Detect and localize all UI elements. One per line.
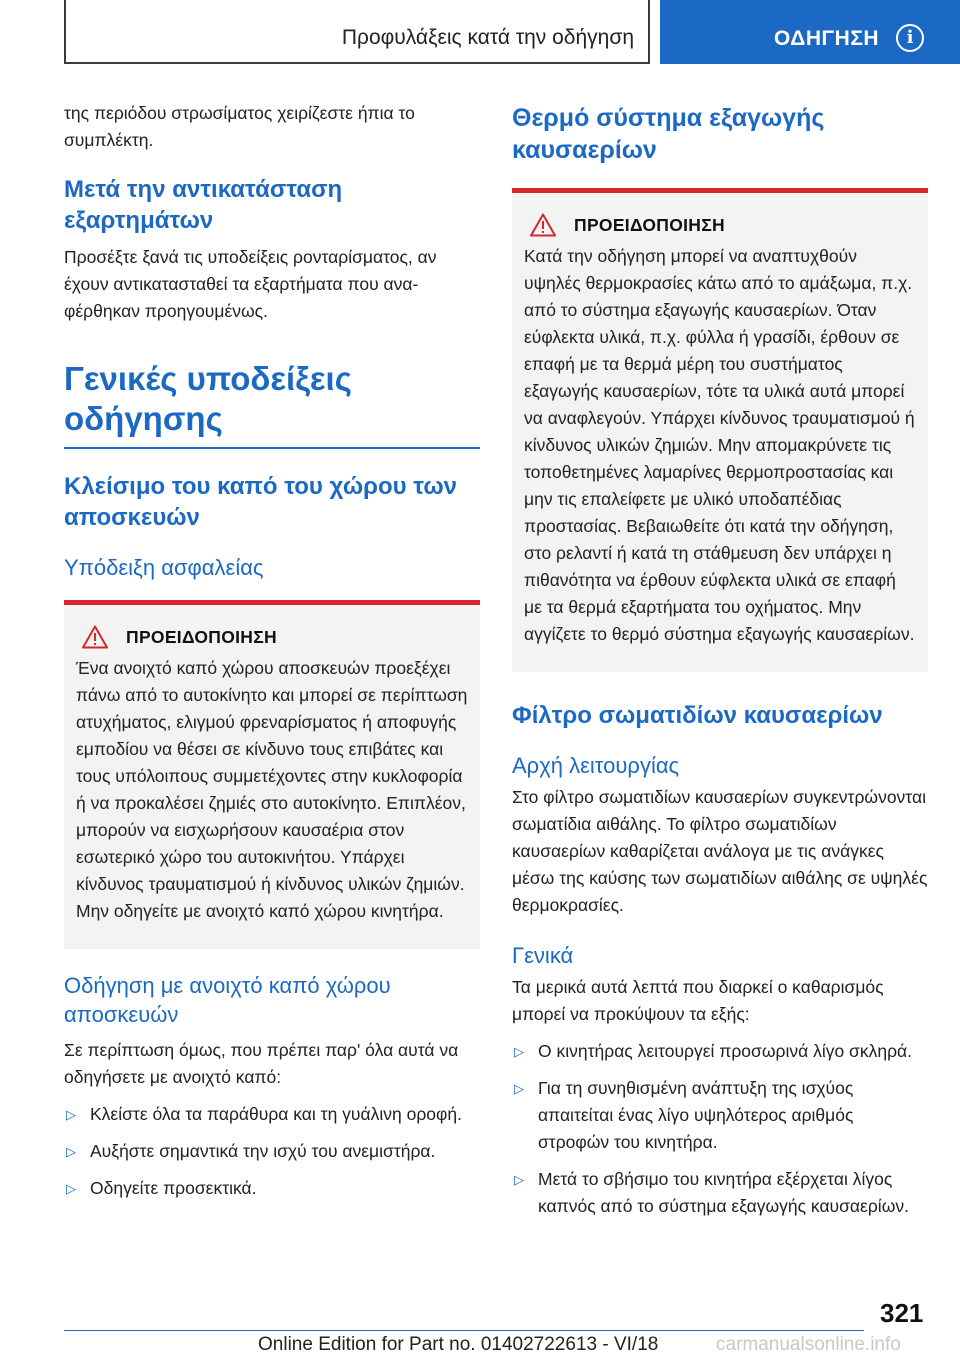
- footer-rule: [64, 1330, 864, 1331]
- exhaust-heading: Θερμό σύστημα εξαγωγής καυσαερίων: [512, 104, 825, 164]
- warning-title: ΠΡΟΕΙΔΟΠΟΙΗΣΗ: [574, 214, 725, 235]
- triangle-bullet-icon: ▷: [66, 1107, 76, 1122]
- principle-text: Στο φίλτρο σωματιδίων καυσαερίων συγκεντρώνονται σωματίδια αιθάλης. Το φίλτρο σωματιδίων καυσαερίων καθαρίζεται ανάλογα με τις ανάγκες μέσω της καύσης των σωματιδίων αιθάλης σε υψηλές θερμοκρασίες.: [512, 787, 928, 915]
- footer-edition: Online Edition for Part no. 01402722613 - VI/18: [258, 1334, 659, 1355]
- cleaning-effects-list: [512, 1038, 928, 1220]
- list-item: ▷ Κλείστε όλα τα παράθυρα και τη γυάλινη οροφή.: [64, 1101, 480, 1128]
- triangle-bullet-icon: ▷: [66, 1181, 76, 1196]
- main-heading-rule: [64, 447, 480, 449]
- principle-heading: Αρχή λειτουργίας: [512, 753, 680, 778]
- header-section-box: [64, 0, 650, 64]
- warning-text: Κατά την οδήγηση μπορεί να αναπτυχθούν υψηλές θερμοκρασίες κάτω από το αμάξωμα, π.χ. από το σύστημα εξαγωγής καυσαερίων. Όταν εύφλεκτα υλικά, π.χ. φύλλα ή γρασίδι, έρθουν σε επαφή με τα θερμά μέρη του συστήματος εξαγωγής καυσαερίων, τότε τα υλικά αυτά μπορεί να αναφλεγούν. Υπάρχει κίνδυνος τραυματισμού ή κίνδυνος υλικών ζημιών. Μην απομακρύνετε τις τοποθετημένες λαμαρίνες θερμοπροστασίας και μην τις επαλείφετε με υλικό υποδαπέδιας προστασίας. Βεβαιωθείτε ότι κατά την οδήγηση, στο ρελαντί ή κατά τη στάθμευση δεν υπάρχει η πιθανότητα να έρθουν εύφλεκτα υλικά σε επαφή με τα θερμά εξαρτήματα του οχήματος. Μην αγγίζετε το θερμό σύστημα εξαγωγής καυσαερίων.: [524, 246, 915, 644]
- list-item: ▷ Ο κινητήρας λειτουργεί προσωρινά λίγο σκληρά.: [512, 1038, 928, 1065]
- warning-triangle-icon: [530, 213, 556, 237]
- warning-box-exhaust: [512, 188, 928, 672]
- list-item: ▷ Οδηγείτε προσεκτικά.: [64, 1175, 480, 1202]
- open-trunk-text: Σε περίπτωση όμως, που πρέπει παρ' όλα αυτά να οδηγήσετε με ανοιχτό καπό:: [64, 1040, 459, 1087]
- list-item: ▷ Αυξήστε σημαντικά την ισχύ του ανεμιστήρα.: [64, 1138, 480, 1165]
- trunk-heading: Κλείσιμο του καπό του χώρου των αποσκευών: [64, 473, 457, 531]
- triangle-bullet-icon: ▷: [514, 1081, 524, 1096]
- header-section-title: Προφυλάξεις κατά την οδήγηση: [341, 26, 634, 49]
- general-text: Τα μερικά αυτά λεπτά που διαρκεί ο καθαρισμός μπορεί να προκύψουν τα εξής:: [512, 977, 884, 1024]
- list-item: ▷ Μετά το σβήσιμο του κινητήρα εξέρχεται λίγος καπνός από το σύστημα εξαγωγής καυσαερίων.: [512, 1166, 928, 1220]
- right-column: [512, 102, 928, 1230]
- page-number: 321: [880, 1298, 924, 1328]
- parts-text: Προσέξτε ξανά τις υποδείξεις ρονταρίσματος, αν έχουν αντικατασταθεί τα εξαρτήματα που αναφέρθηκαν προηγουμένως.: [64, 247, 437, 321]
- header-chapter-tab[interactable]: [660, 0, 960, 64]
- triangle-bullet-icon: ▷: [514, 1172, 524, 1187]
- footer-watermark[interactable]: carmanualsonline.info: [716, 1334, 901, 1355]
- parts-heading: Μετά την αντικατάσταση εξαρτημάτων: [64, 176, 343, 234]
- general-heading: Γενικά: [512, 943, 574, 968]
- warning-title: ΠΡΟΕΙΔΟΠΟΙΗΣΗ: [126, 626, 277, 647]
- warning-text: Ένα ανοιχτό καπό χώρου αποσκευών προεξέχει πάνω από το αυτοκίνητο και μπορεί σε περίπτωση ατυχήματος, ελιγμού φρεναρίσματος ή αποφυγής εμποδίου να θέσει σε κίνδυνο τους επιβάτες και τους υπόλοιπους συμμετέχοντες στην κυκλοφορία ή να προκαλέσει ζημιές στο αυτοκίνητο. Επιπλέον, μπορούν να εισχωρήσουν καυσαέρια στον εσωτερικό χώρο του αυτοκινήτου. Υπάρχει κίνδυνος τραυματισμού ή κίνδυνος υλικών ζημιών. Μην οδηγείτε με ανοιχτό καπό χώρου κινητήρα.: [76, 658, 468, 921]
- left-column: [64, 100, 480, 1212]
- open-trunk-heading: Οδήγηση με ανοιχτό καπό χώρου αποσκευών: [64, 973, 391, 1027]
- warning-triangle-icon: [82, 625, 108, 649]
- header-chapter-title: ΟΔΗΓΗΣΗ: [774, 27, 880, 50]
- intro-text: της περιόδου στρωσίματος χειρίζεστε ήπια το συμπλέκτη.: [64, 103, 415, 150]
- warning-box-trunk: [64, 600, 480, 949]
- triangle-bullet-icon: ▷: [514, 1044, 524, 1059]
- open-trunk-list: [64, 1101, 480, 1202]
- filter-heading: Φίλτρο σωματιδίων καυσαερίων: [512, 702, 883, 729]
- info-icon[interactable]: i: [896, 24, 924, 52]
- triangle-bullet-icon: ▷: [66, 1144, 76, 1159]
- list-item: ▷ Για τη συνηθισμένη ανάπτυξη της ισχύος απαιτείται ένας λίγο υψηλότερος αριθμός στροφών του κινητήρα.: [512, 1075, 928, 1156]
- main-heading: Γενικές υποδείξεις οδήγησης: [64, 360, 352, 437]
- safety-heading: Υπόδειξη ασφαλείας: [64, 555, 264, 580]
